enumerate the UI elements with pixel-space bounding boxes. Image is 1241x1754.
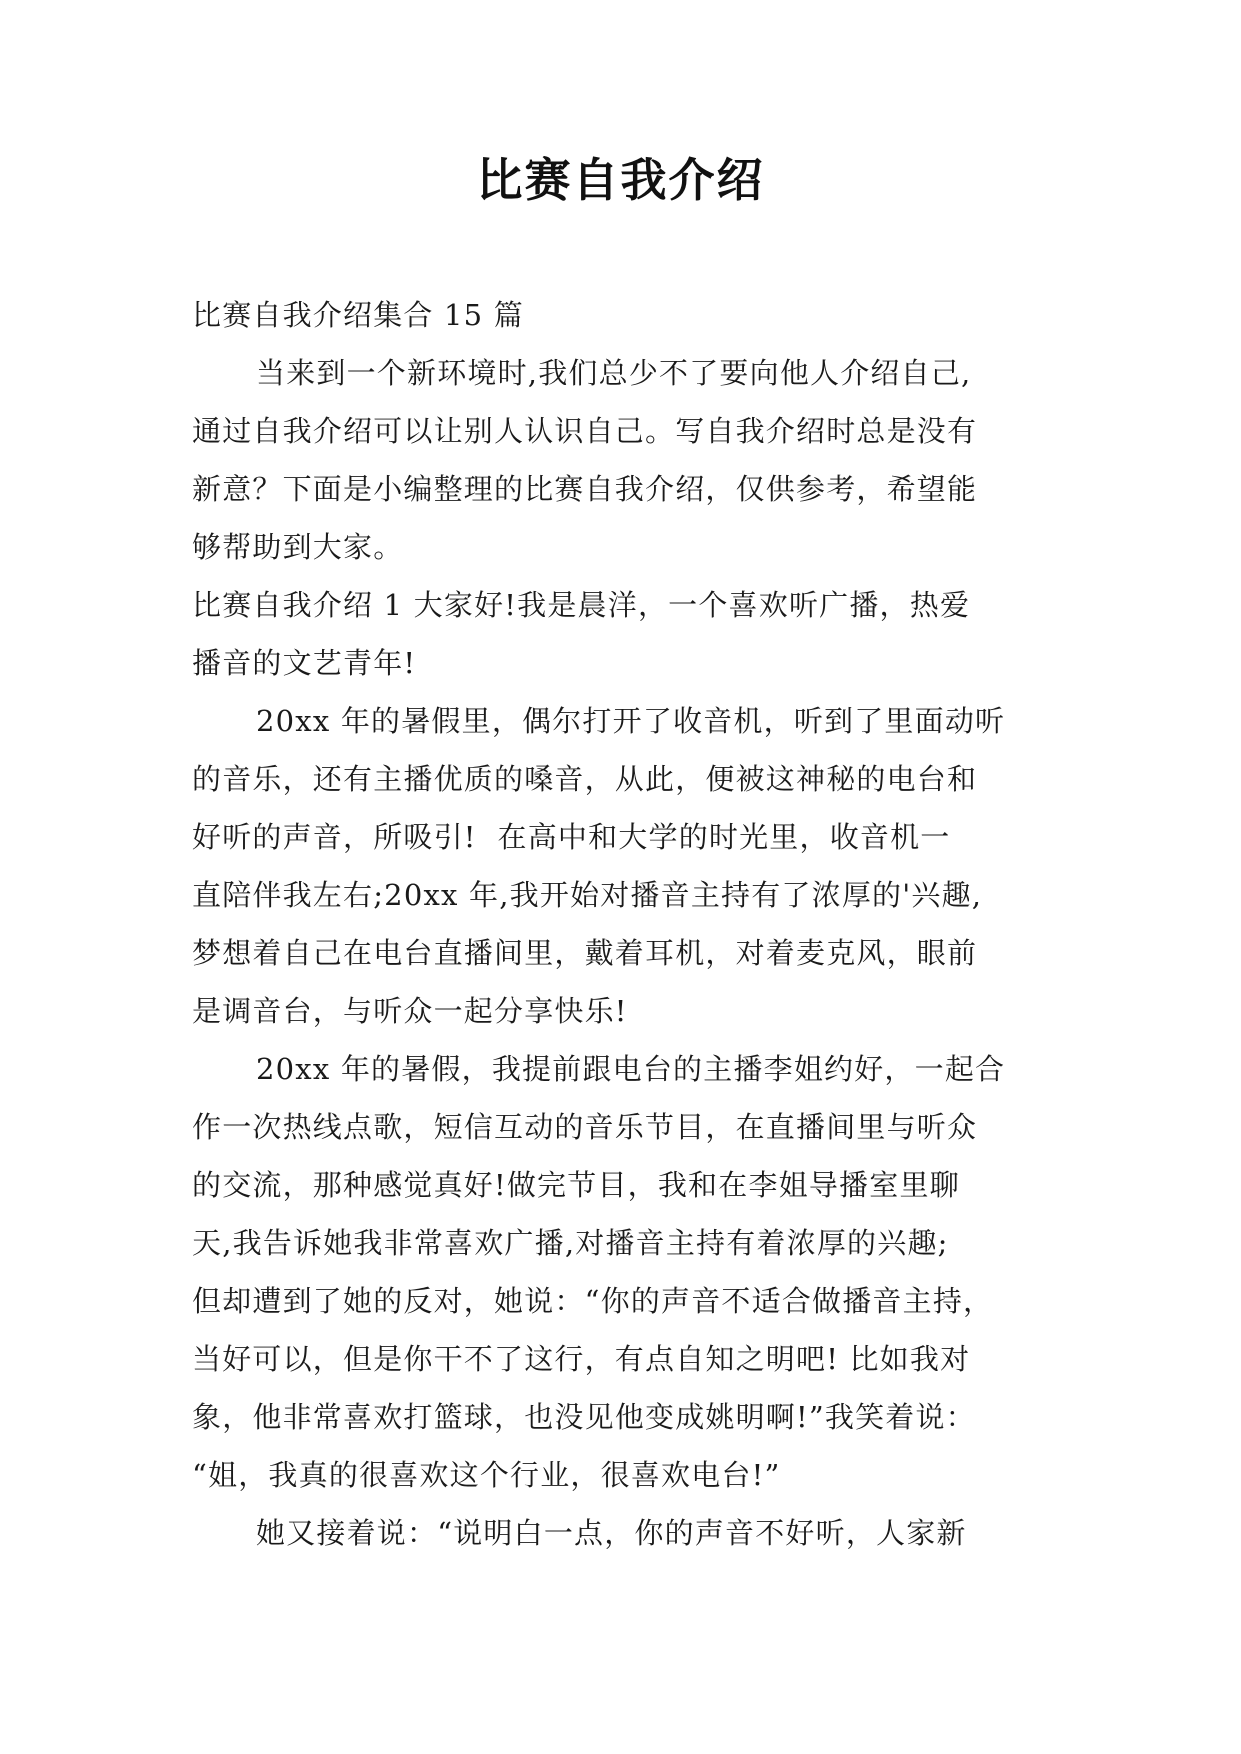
text-line: 的交流，那种感觉真好!做完节目，我和在李姐导播室里聊: [192, 1168, 960, 1202]
text-line: 20xx 年的暑假，我提前跟电台的主播李姐约好，一起合: [256, 1052, 1006, 1086]
text-line: 当好可以，但是你干不了这行，有点自知之明吧! 比如我对: [192, 1342, 971, 1376]
text-line: 作一次热线点歌，短信互动的音乐节目，在直播间里与听众: [192, 1110, 978, 1144]
text-line: 但却遭到了她的反对，她说：“你的声音不适合做播音主持，: [192, 1284, 994, 1318]
text-line: 够帮助到大家。: [192, 530, 404, 564]
text-line: 象，他非常喜欢打篮球，也没见他变成姚明啊!”我笑着说：: [192, 1400, 976, 1434]
text-line: 当来到一个新环境时,我们总少不了要向他人介绍自己,: [256, 356, 972, 390]
text-line: 比赛自我介绍集合 15 篇: [192, 298, 524, 332]
text-line: 她又接着说：“说明白一点，你的声音不好听，人家新: [256, 1516, 967, 1550]
text-line: 梦想着自己在电台直播间里，戴着耳机，对着麦克风，眼前: [192, 936, 978, 970]
text-line: 播音的文艺青年!: [192, 646, 417, 680]
text-line: 通过自我介绍可以让别人认识自己。写自我介绍时总是没有: [192, 414, 978, 448]
text-line: 直陪伴我左右;20xx 年,我开始对播音主持有了浓厚的'兴趣,: [192, 878, 983, 912]
text-line: 的音乐，还有主播优质的嗓音，从此，便被这神秘的电台和: [192, 762, 978, 796]
text-line: 好听的声音，所吸引! 在高中和大学的时光里，收音机一: [192, 820, 951, 854]
document-body: [192, 286, 1052, 1562]
text-line: 是调音台，与听众一起分享快乐!: [192, 994, 628, 1028]
text-line: “姐，我真的很喜欢这个行业，很喜欢电台!”: [192, 1458, 781, 1492]
text-line: 20xx 年的暑假里，偶尔打开了收音机，听到了里面动听: [256, 704, 1006, 738]
text-line: 天,我告诉她我非常喜欢广播,对播音主持有着浓厚的兴趣;: [192, 1226, 949, 1260]
text-line: 新意？下面是小编整理的比赛自我介绍，仅供参考，希望能: [192, 472, 978, 506]
text-line: 比赛自我介绍 1 大家好!我是晨洋，一个喜欢听广播，热爱: [192, 588, 971, 622]
document-title: 比赛自我介绍: [476, 153, 765, 207]
